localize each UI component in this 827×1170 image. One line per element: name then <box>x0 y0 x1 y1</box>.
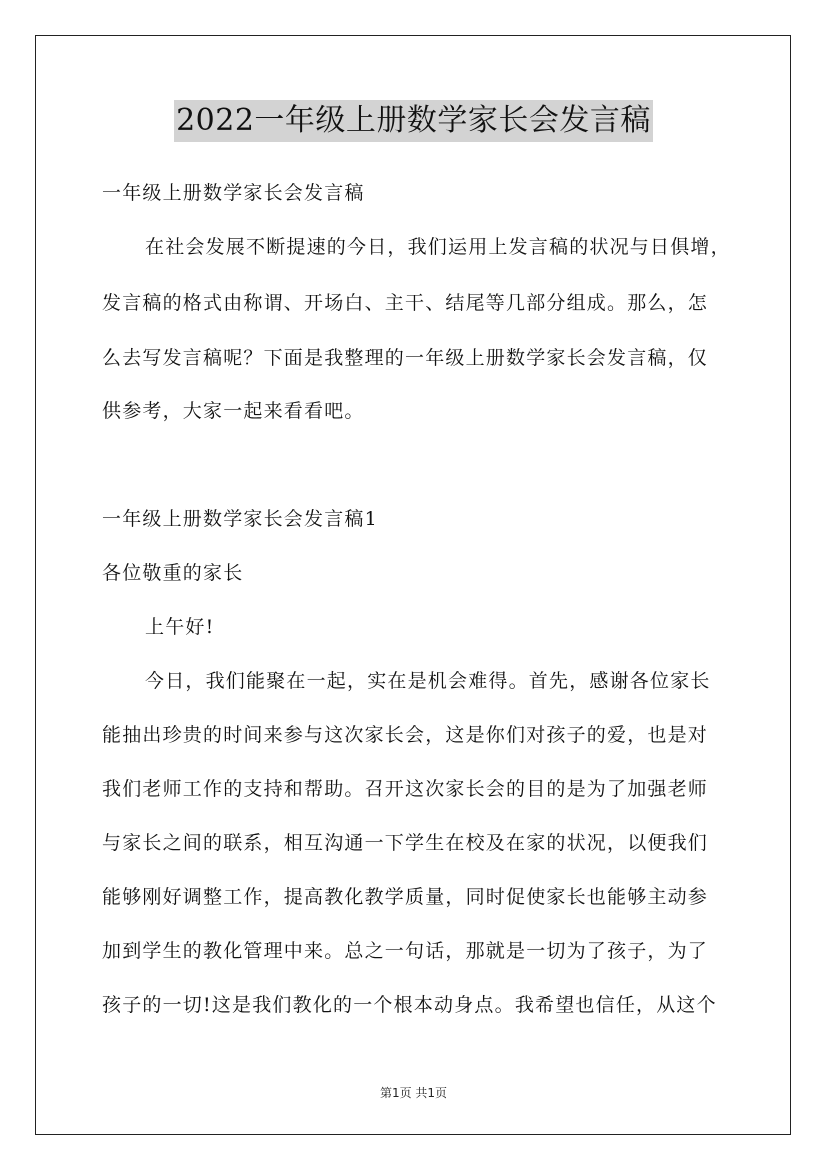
greeting: 上午好! <box>145 616 215 638</box>
body-line-7: 孩子的一切!这是我们教化的一个根本动身点。我希望也信任，从这个 <box>102 994 717 1016</box>
body-line-2: 能抽出珍贵的时间来参与这次家长会，这是你们对孩子的爱，也是对 <box>102 724 709 746</box>
body-line-4: 与家长之间的联系，相互沟通一下学生在校及在家的状况，以便我们 <box>102 832 709 854</box>
document-title: 2022一年级上册数学家长会发言稿 <box>174 100 653 142</box>
intro-line-3: 么去写发言稿呢？下面是我整理的一年级上册数学家长会发言稿，仅 <box>102 347 709 369</box>
title-container <box>0 100 827 142</box>
body-line-3: 我们老师工作的支持和帮助。召开这次家长会的目的是为了加强老师 <box>102 778 709 800</box>
intro-line-4: 供参考，大家一起来看看吧。 <box>102 400 365 422</box>
page-footer: 第1页 共1页 <box>379 1086 448 1100</box>
intro-line-2: 发言稿的格式由称谓、开场白、主干、结尾等几部分组成。那么，怎 <box>102 292 709 314</box>
subtitle: 一年级上册数学家长会发言稿 <box>102 182 365 204</box>
body-line-1: 今日，我们能聚在一起，实在是机会难得。首先，感谢各位家长 <box>145 670 711 692</box>
salutation: 各位敬重的家长 <box>102 562 244 584</box>
body-line-5: 能够刚好调整工作，提高教化教学质量，同时促使家长也能够主动参 <box>102 886 709 908</box>
body-line-6: 加到学生的教化管理中来。总之一句话，那就是一切为了孩子，为了 <box>102 940 709 962</box>
section-title: 一年级上册数学家长会发言稿1 <box>102 508 378 530</box>
intro-line-1: 在社会发展不断提速的今日，我们运用上发言稿的状况与日俱增， <box>145 236 731 258</box>
